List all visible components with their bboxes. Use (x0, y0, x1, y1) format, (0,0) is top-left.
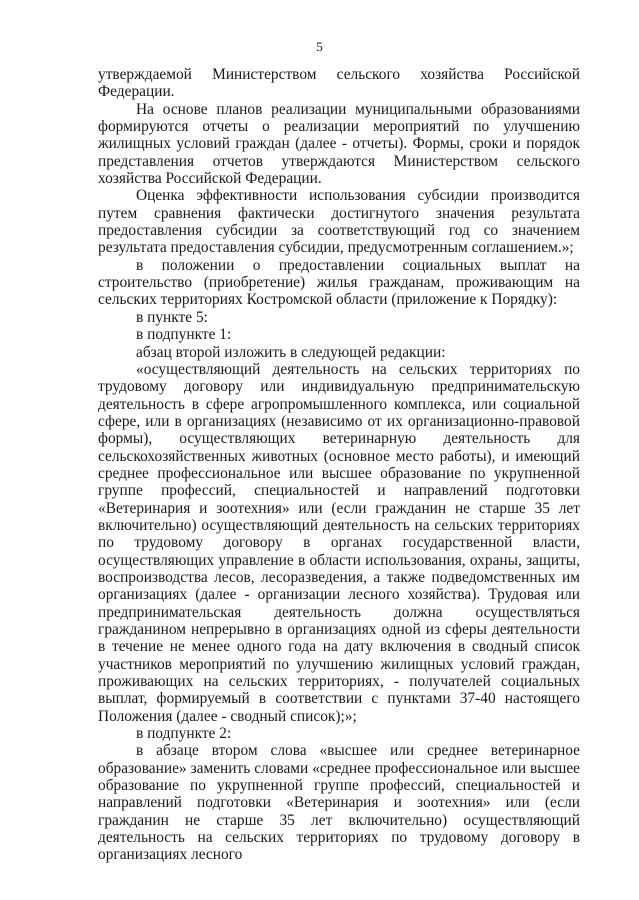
page-number: 5 (316, 39, 323, 54)
paragraph: в подпункте 2: (136, 725, 232, 743)
paragraph: в пункте 5: (136, 308, 208, 326)
paragraph: утверждаемой Министерством сельского хозяйства Российской Федерации. (98, 66, 580, 101)
paragraph: Оценка эффективности использования субсидии производится путем сравнения фактически достигнутого значения результата предоставления субсидии за соответствующий год со значением результата предоставления субсидии, предусмотренным соглашением.»; (98, 187, 580, 257)
paragraph: в подпункте 1: (136, 326, 232, 344)
paragraph: абзац второй изложить в следующей редакции: (136, 343, 446, 361)
paragraph: в абзаце втором слова «высшее или среднее ветеринарное образование» заменить словами «среднее профессиональное или высшее образование по укрупненной группе профессий, специальностей и направлений подготовки «Ветеринария и зоотехния» или (если гражданин не старше 35 лет включительно) осуществляющий деятельность на сельских территориях по трудовому договору в организациях лесного (98, 742, 580, 864)
paragraph: в положении о предоставлении социальных выплат на строительство (приобретение) жилья гражданам, проживающим на сельских территориях Костромской области (приложение к Порядку): (98, 256, 580, 309)
paragraph: На основе планов реализации муниципальными образованиями формируются отчеты о реализации мероприятий по улучшению жилищных условий граждан (далее - отчеты). Формы, сроки и порядок представления отчетов утверждаются Министерством сельского хозяйства Российской Федерации. (98, 100, 580, 188)
paragraph: «осуществляющий деятельность на сельских территориях по трудовому договору или индивидуальную предпринимательскую деятельность в сфере агропромышленного комплекса, или социальной сфере, или в организациях (независимо от их организационно-правовой формы), осуществляющих ветеринарную деятельность для сельскохозяйственных животных (основное место работы), и имеющий среднее профессиональное или высшее образование по укрупненной группе профессий, специальностей и направлений подготовки «Ветеринария и зоотехния» или (если гражданин не старше 35 лет включительно) осуществляющий деятельность на сельских территориях по трудовому договору в органах государственной власти, осуществляющих управление в области использования, охраны, защиты, воспроизводства лесов, лесоразведения, а также подведомственных им организациях (далее - организации лесного хозяйства). Трудовая или предпринимательская деятельность должна осуществляться гражданином непрерывно в организациях одной из сферы деятельности в течение не менее одного года на дату включения в сводный список участников мероприятий по улучшению жилищных условий граждан, проживающих на сельских территориях, - получателей социальных выплат, формируемый в соответствии с пунктами 37-40 настоящего Положения (далее - сводный список);»; (98, 360, 580, 725)
document-body (98, 66, 580, 864)
